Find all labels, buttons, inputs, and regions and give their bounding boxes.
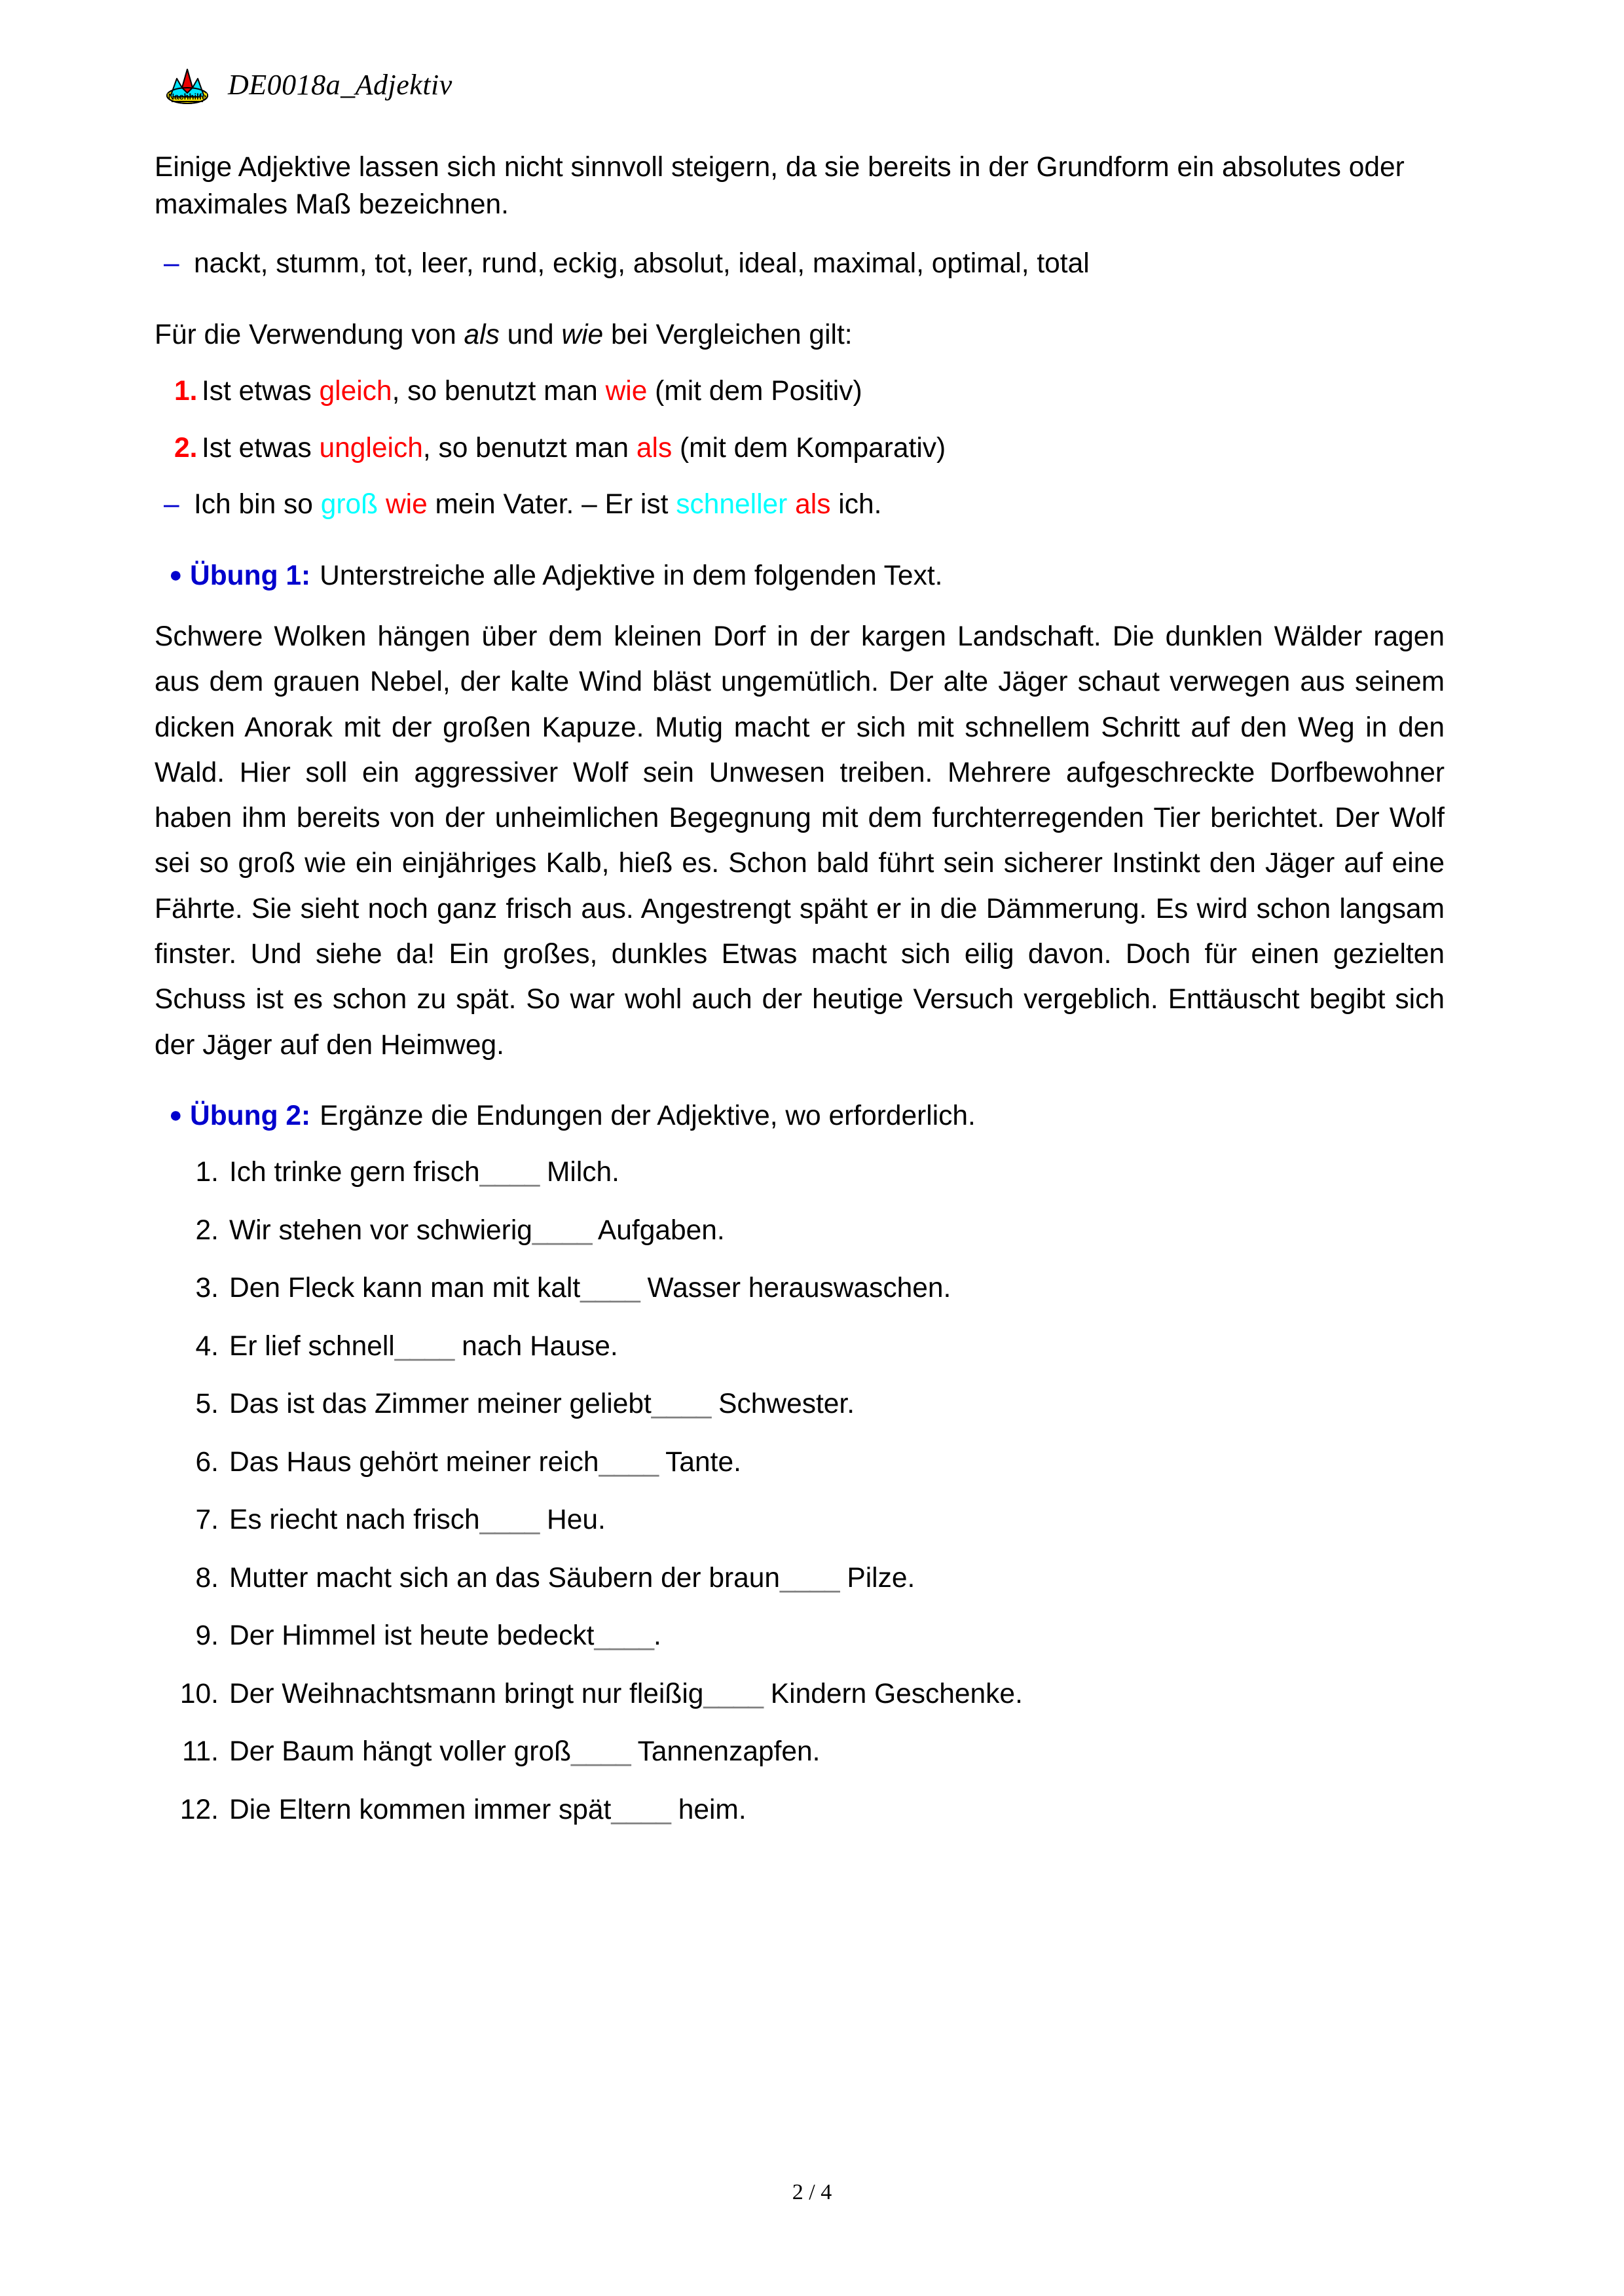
list-item-number: 11. — [182, 1736, 219, 1768]
cmp-ex-p3: mein Vater. – Er ist — [427, 489, 676, 520]
list-item — [155, 1444, 1445, 1482]
exercise-2-label: Übung 2: — [190, 1100, 311, 1131]
list-item-text-after: nach Hause. — [454, 1330, 618, 1362]
intro-example-text: nackt, stumm, tot, leer, rund, eckig, absolut, ideal, maximal, optimal, total — [194, 248, 1090, 280]
comparison-word-wie: wie — [561, 319, 604, 350]
cmp-ex-p2 — [378, 489, 386, 520]
list-item-text-after: Milch. — [539, 1157, 619, 1188]
list-item-text-before: Ich trinke gern frisch — [229, 1157, 480, 1188]
list-item-number: 9. — [195, 1620, 219, 1652]
list-item-body — [229, 1502, 1445, 1539]
cmp-ex-gross: groß — [320, 489, 378, 520]
list-item-number: 10. — [179, 1678, 219, 1709]
list-item-number: 12. — [179, 1794, 219, 1825]
list-item-text-after: Schwester. — [710, 1389, 855, 1420]
dash-marker-icon: – — [164, 248, 179, 280]
answer-blank[interactable]: ____ — [571, 1736, 631, 1768]
comparison-rule-1 — [155, 373, 1445, 410]
comparison-word-als: als — [464, 319, 500, 350]
list-item-text-before: Der Himmel ist heute bedeckt — [229, 1620, 595, 1652]
list-item-body — [229, 1734, 1445, 1771]
rule-1-highlight-gleich: gleich — [319, 376, 392, 407]
list-item-number: 5. — [195, 1389, 219, 1420]
logo-text: Nachhilfe — [168, 92, 207, 101]
list-item-text-before: Den Fleck kann man mit kalt — [229, 1273, 581, 1304]
cmp-ex-als: als — [795, 489, 831, 520]
comparison-lead — [155, 317, 1445, 354]
page-header — [164, 64, 452, 105]
list-item-text-before: Mutter macht sich an das Säubern der braun — [229, 1562, 781, 1594]
list-item — [155, 1560, 1445, 1597]
list-item-text-before: Das ist das Zimmer meiner geliebt — [229, 1389, 652, 1420]
intro-paragraph: Einige Adjektive lassen sich nicht sinnvoll steigern, da sie bereits in der Grundform ein absolutes oder maximales Maß bezeichnen. — [155, 152, 1405, 220]
list-item-text-after: heim. — [670, 1794, 747, 1825]
answer-blank[interactable]: ____ — [599, 1446, 659, 1478]
list-item-text-before: Es riecht nach frisch — [229, 1504, 480, 1536]
list-item — [155, 1502, 1445, 1539]
list-item-number: 7. — [195, 1504, 219, 1536]
list-item-number: 8. — [195, 1562, 219, 1594]
bullet-icon-2: ● — [169, 1102, 183, 1127]
answer-blank[interactable]: ____ — [611, 1794, 671, 1825]
exercise-1-heading — [155, 558, 1445, 595]
answer-blank[interactable]: ____ — [479, 1504, 540, 1536]
list-item-text-before: Das Haus gehört meiner reich — [229, 1446, 599, 1478]
rule-2-highlight-als: als — [636, 432, 673, 464]
list-item — [155, 1676, 1445, 1713]
list-item-body — [229, 1154, 1445, 1192]
list-item-text-after: Tante. — [658, 1446, 741, 1478]
list-item-body — [229, 1676, 1445, 1713]
answer-blank[interactable]: ____ — [580, 1273, 640, 1304]
answer-blank[interactable]: ____ — [594, 1620, 654, 1652]
list-item-number: 3. — [195, 1273, 219, 1304]
list-item — [155, 1792, 1445, 1829]
exercise-2-instruction: Ergänze die Endungen der Adjektive, wo erforderlich. — [320, 1100, 976, 1131]
page-number: 2 / 4 — [792, 2180, 832, 2204]
rule-1-part3: (mit dem Positiv) — [647, 376, 862, 407]
list-item-number: 6. — [195, 1446, 219, 1478]
comparison-example-item — [155, 486, 1445, 524]
list-item — [155, 1734, 1445, 1771]
list-item — [155, 1618, 1445, 1655]
rule-2-marker: 2. — [174, 432, 198, 464]
comparison-example-text — [194, 486, 1445, 524]
list-item-text-after: Tannenzapfen. — [630, 1736, 821, 1768]
answer-blank[interactable]: ____ — [532, 1214, 592, 1246]
list-item-number: 2. — [195, 1214, 219, 1246]
cmp-ex-p5: ich. — [830, 489, 882, 520]
list-item-body — [229, 1618, 1445, 1655]
cmp-ex-wie: wie — [385, 489, 428, 520]
list-item-body — [229, 1560, 1445, 1597]
comparison-rule-2 — [155, 430, 1445, 467]
list-item-body — [229, 1792, 1445, 1829]
cmp-ex-schneller: schneller — [676, 489, 788, 520]
exercise-2-list — [155, 1154, 1445, 1829]
list-item — [155, 1386, 1445, 1423]
document-code: DE0018a_Adjektiv — [228, 68, 452, 101]
answer-blank[interactable]: ____ — [703, 1678, 763, 1709]
rule-2-part2: , so benutzt man — [422, 432, 637, 464]
exercise-2-heading — [155, 1098, 1445, 1135]
rule-2-part1: Ist etwas — [202, 432, 320, 464]
nachhilfe-logo-icon — [164, 64, 211, 105]
list-item-text-before: Der Weihnachtsmann bringt nur fleißig — [229, 1678, 704, 1709]
list-item — [155, 1154, 1445, 1192]
list-item-body — [229, 1444, 1445, 1482]
list-item-number: 4. — [195, 1330, 219, 1362]
list-item — [155, 1270, 1445, 1307]
bullet-icon: ● — [169, 562, 183, 587]
answer-blank[interactable]: ____ — [780, 1562, 840, 1594]
list-item-text-before: Er lief schnell — [229, 1330, 395, 1362]
rule-1-highlight-wie: wie — [605, 376, 648, 407]
list-item-text-after: . — [654, 1620, 661, 1652]
rule-1-marker: 1. — [174, 376, 198, 407]
intro-example-item — [155, 246, 1445, 283]
page-footer — [0, 2180, 1624, 2205]
exercise-1-instruction: Unterstreiche alle Adjektive in dem folgenden Text. — [320, 560, 943, 591]
list-item-text-after: Heu. — [539, 1504, 606, 1536]
dash-marker-icon-2: – — [164, 489, 179, 520]
comparison-lead-after: bei Vergleichen gilt: — [603, 319, 853, 350]
answer-blank[interactable]: ____ — [651, 1389, 711, 1420]
list-item-text-after: Aufgaben. — [591, 1214, 725, 1246]
rule-1-part1: Ist etwas — [202, 376, 320, 407]
list-item-body — [229, 1212, 1445, 1250]
document-body — [155, 149, 1445, 1850]
answer-blank[interactable]: ____ — [394, 1330, 454, 1362]
list-item-text-before: Wir stehen vor schwierig — [229, 1214, 532, 1246]
rule-1-part2: , so benutzt man — [392, 376, 606, 407]
list-item-text-after: Pilze. — [839, 1562, 915, 1594]
list-item — [155, 1212, 1445, 1250]
answer-blank[interactable]: ____ — [479, 1157, 540, 1188]
comparison-lead-mid: und — [499, 319, 562, 350]
rule-2-part3: (mit dem Komparativ) — [672, 432, 946, 464]
list-item-text-before: Der Baum hängt voller groß — [229, 1736, 572, 1768]
list-item-text-after: Kindern Geschenke. — [762, 1678, 1023, 1709]
list-item — [155, 1328, 1445, 1366]
list-item-text-before: Die Eltern kommen immer spät — [229, 1794, 612, 1825]
rule-1-text — [202, 373, 1445, 410]
list-item-number: 1. — [195, 1157, 219, 1188]
comparison-lead-before: Für die Verwendung von — [155, 319, 464, 350]
exercise-1-text: Schwere Wolken hängen über dem kleinen Dorf in der kargen Landschaft. Die dunklen Wälder ragen aus dem grauen Nebel, der kalte Wind bläst ungemütlich. Der alte Jäger schaut verwegen aus seinem dicken Anorak mit der großen Kapuze. Mutig macht er sich mit schnellem Schritt auf den Weg in den Wald. Hier soll ein aggressiver Wolf sein Unwesen treiben. Mehrere aufgeschreckte Dorfbewohner haben ihm bereits von der unheimlichen Begegnung mit dem furchterregenden Tier berichtet. Der Wolf sei so groß wie ein einjähriges Kalb, hieß es. Schon bald führt sein sicherer Instinkt den Jäger auf eine Fährte. Sie sieht noch ganz frisch aus. Angestrengt späht er in die Dämmerung. Es wird schon langsam finster. Und siehe da! Ein großes, dunkles Etwas macht sich eilig davon. Doch für einen gezielten Schuss ist es schon zu spät. So war wohl auch der heutige Versuch vergeblich. Enttäuscht begibt sich der Jäger auf den Heimweg. — [155, 621, 1445, 1061]
list-item-body — [229, 1270, 1445, 1307]
cmp-ex-p1: Ich bin so — [194, 489, 321, 520]
list-item-body — [229, 1386, 1445, 1423]
cmp-ex-p4 — [787, 489, 795, 520]
rule-2-highlight-ungleich: ungleich — [319, 432, 423, 464]
list-item-text-after: Wasser herauswaschen. — [639, 1273, 951, 1304]
list-item-body — [229, 1328, 1445, 1366]
rule-2-text — [202, 430, 1445, 467]
exercise-1-label: Übung 1: — [190, 560, 311, 591]
